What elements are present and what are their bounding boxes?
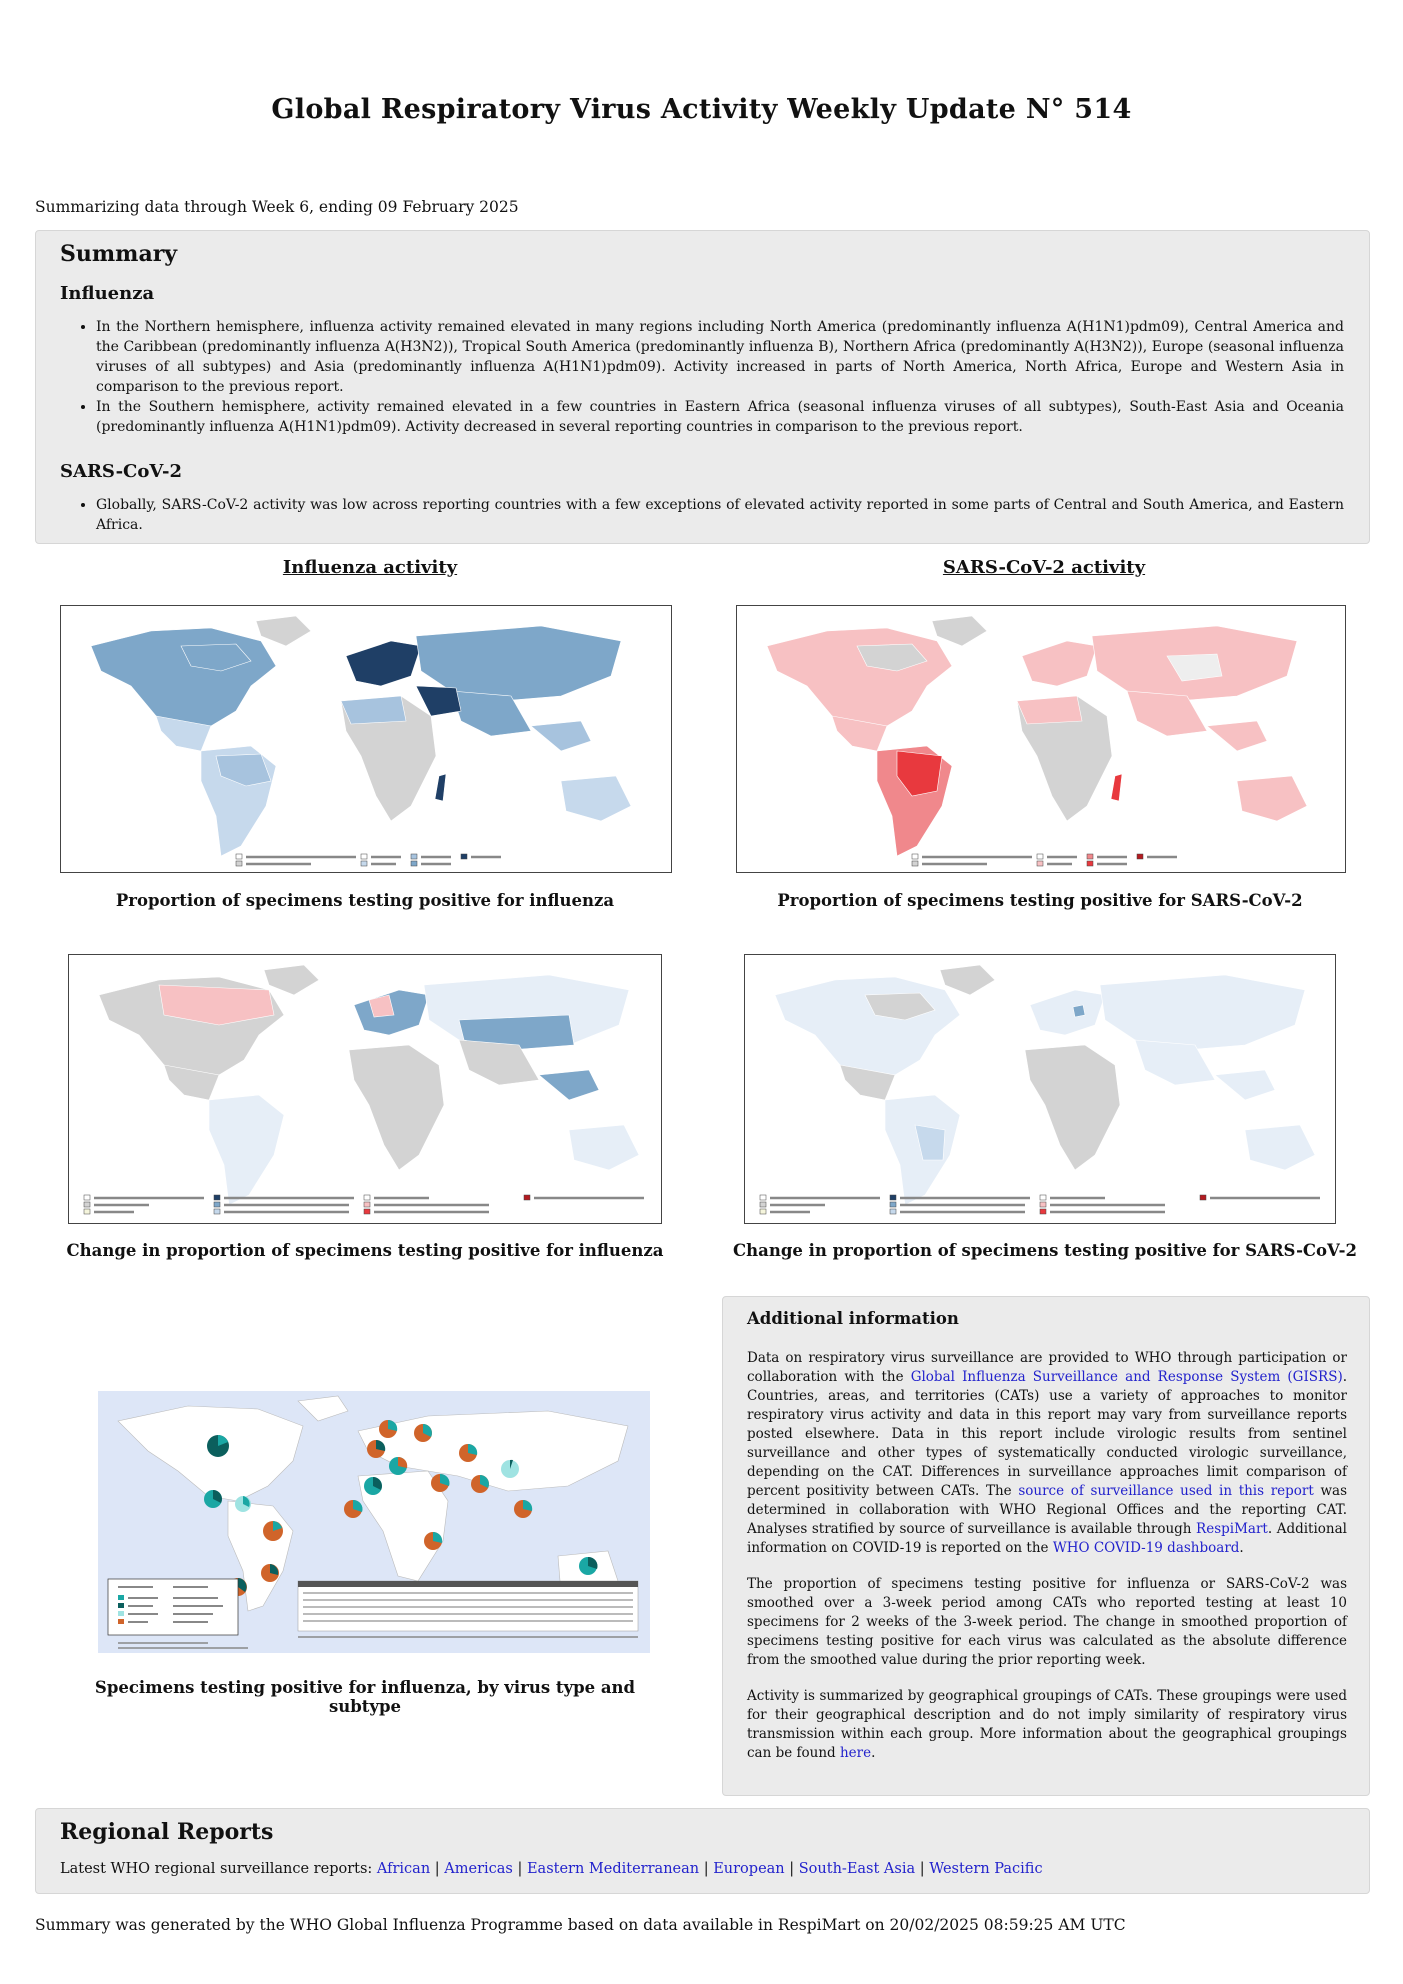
sars-heading: SARS-CoV-2 [60,461,183,482]
pie-caribbean [235,1496,251,1512]
caption-sars-change: Change in proportion of specimens testing positive for SARS-CoV-2 [733,1241,1357,1260]
world-map-subtype-pies [98,1391,650,1653]
info-text: . [871,1745,876,1761]
influenza-heading: Influenza [60,283,155,304]
info-text: Data on respiratory virus surveillance are provided to WHO through participation or collaboration with the [747,1350,1347,1385]
additional-information-heading: Additional information [747,1309,959,1328]
influenza-activity-title: Influenza activity [282,557,458,578]
continents [775,965,1315,1205]
south-east-asia-report-link[interactable]: South-East Asia [798,1861,916,1877]
link-separator: | [915,1861,930,1877]
sars-activity-title: SARS-CoV-2 activity [942,557,1146,578]
pie-europe-south [389,1457,407,1475]
influenza-subtype-map [98,1391,650,1653]
summary-heading: Summary [60,241,178,267]
world-map-sars-proportion [737,606,1345,872]
legend [236,854,501,866]
western-pacific-report-link[interactable]: Western Pacific [929,1861,1043,1877]
influenza-bullets [74,317,1344,437]
continents [99,965,639,1205]
info-text: Activity is summarized by geographical groupings of CATs. These groupings were used for their geographical description and do not imply similarity of respiratory virus transmission within each group. More information about the geographical groupings can be found [747,1688,1347,1761]
pie-eastern-asia [501,1460,519,1478]
covid-dashboard-link[interactable]: WHO COVID-19 dashboard [1052,1540,1240,1556]
legend [84,1195,644,1214]
world-map-influenza-proportion [61,606,671,872]
additional-information-section [722,1296,1370,1796]
info-paragraph-1 [747,1349,1347,1558]
pie-eastern-africa [424,1532,442,1550]
info-paragraph-3 [747,1687,1347,1763]
pie-tropical-south-america [263,1521,283,1541]
link-separator: | [430,1861,445,1877]
sars-bullets [74,495,1344,535]
regional-reports-heading: Regional Reports [60,1819,274,1845]
eastern-mediterranean-report-link[interactable]: Eastern Mediterranean [526,1861,700,1877]
pie-temperate-south-america [261,1564,279,1582]
influenza-change-map [68,954,662,1224]
continents [91,616,631,856]
info-text: . [1239,1540,1244,1556]
info-text: . Additional information on COVID-19 is reported on the [747,1521,1347,1556]
info-paragraph-2: The proportion of specimens testing positive for influenza or SARS-CoV-2 was smoothed over a 3-week period among CATs who reported testing at least 10 specimens for 2 weeks of the 3-week period. The change in smoothed proportion of specimens testing positive for each virus was calculated as the absolute difference from the smoothed value during the prior reporting week. [747,1576,1347,1668]
pie-western-africa [344,1500,363,1518]
pie-central-america [204,1490,222,1508]
link-separator: | [512,1861,527,1877]
world-map-sars-change [745,955,1335,1223]
caption-influenza-change: Change in proportion of specimens testing positive for influenza [66,1241,664,1260]
pie-south-east-asia [514,1500,532,1518]
sars-proportion-map [736,605,1346,873]
gisrs-link[interactable]: Global Influenza Surveillance and Response System (GISRS) [910,1369,1343,1385]
african-report-link[interactable]: African [376,1861,431,1877]
regional-reports-links [60,1861,1043,1877]
regional-reports-section [35,1808,1370,1894]
caption-sars-proportion: Proportion of specimens testing positive for SARS-CoV-2 [777,891,1303,910]
sars-change-map [744,954,1336,1224]
info-text: . Countries, areas, and territories (CATs) use a variety of approaches to monitor respiratory virus activity and data in this report may vary from surveillance reports posted elsewhere. Data in this report include virologic results from sentinel surveillance and other types of systematically conducted virologic surveillance, depending on the CAT. Differences in surveillance approaches limit comparison of percent positivity between CATs. The [747,1369,1348,1499]
caption-influenza-proportion: Proportion of specimens testing positive for influenza [115,891,615,910]
pie-northern-africa [364,1477,382,1495]
americas-report-link[interactable]: Americas [444,1861,513,1877]
regional-reports-lead: Latest WHO regional surveillance reports: [60,1861,377,1877]
info-text: was determined in collaboration with WHO Regional Offices and the reporting CAT. Analyses stratified by source of surveillance is available through [747,1483,1347,1537]
influenza-bullet-north: • In the Northern hemisphere, influenza activity remained elevated in many regions including North America (predominantly influenza A(H1N1)pdm09), Central America and the Caribbean (predominantly influenza A(H3N2)), Tropical South America (predominantly influenza B), Northern Africa (predominantly A(H3N2)), Europe (seasonal influenza viruses of all subtypes) and Asia (predominantly influenza A(H1N1)pdm09). Activity increased in parts of North America, North Africa, Europe and Western Asia in comparison to the previous report. [96,317,1344,397]
legend [760,1195,1320,1214]
pie-southern-asia [471,1475,489,1493]
continents [767,616,1307,856]
pie-europe-east [414,1424,432,1442]
world-map-influenza-change [69,955,661,1223]
legend [912,854,1177,866]
influenza-proportion-map [60,605,672,873]
report-period: Summarizing data through Week 6, ending 09 February 2025 [35,198,519,216]
generation-footer: Summary was generated by the WHO Global Influenza Programme based on data available in RespiMart on 20/02/2025 08:59:25 AM UTC [35,1916,1126,1934]
legend-box [108,1579,238,1635]
respimart-link[interactable]: RespiMart [1196,1521,1268,1537]
influenza-bullet-south: • In the Southern hemisphere, activity remained elevated in a few countries in Eastern Africa (seasonal influenza viruses of all subtypes), South-East Asia and Oceania (predominantly influenza A(H1N1)pdm09). Activity decreased in several reporting countries in comparison to the previous report. [96,397,1344,437]
link-separator: | [784,1861,799,1877]
summary-section [35,230,1370,544]
pie-western-asia [431,1474,450,1492]
pie-north-america [207,1435,229,1457]
european-report-link[interactable]: European [713,1861,785,1877]
link-separator: | [699,1861,714,1877]
additional-information-body [747,1349,1347,1780]
sars-bullet-global: • Globally, SARS-CoV-2 activity was low across reporting countries with a few exceptions of elevated activity reported in some parts of Central and South America, and Eastern Africa. [96,495,1344,535]
groupings-here-link[interactable]: here [839,1745,872,1761]
surveillance-source-link[interactable]: source of surveillance used in this report [1018,1483,1314,1499]
summary-table [298,1581,638,1631]
caption-influenza-subtype: Specimens testing positive for influenza, by virus type and subtype [94,1678,636,1716]
page-title: Global Respiratory Virus Activity Weekly Update N° 514 [271,94,1132,125]
